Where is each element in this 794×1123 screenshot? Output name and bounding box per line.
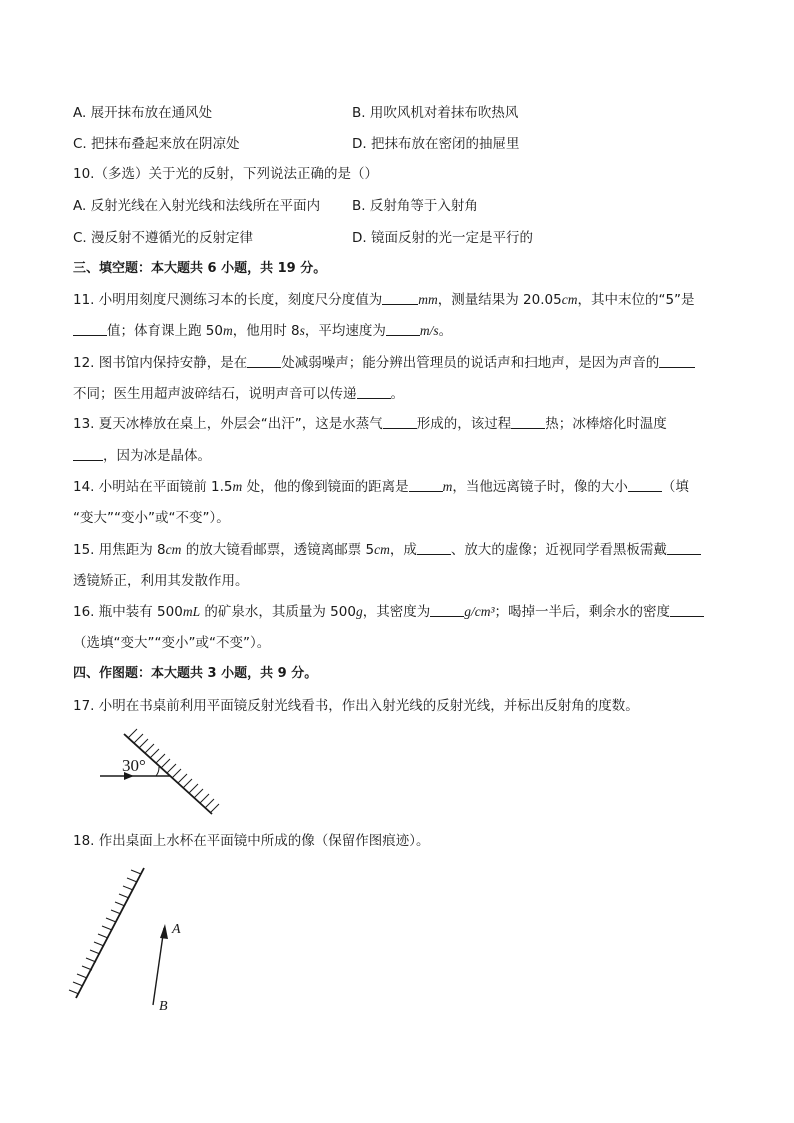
q14-line-1 — [73, 478, 689, 496]
q11-text: ，他用时 8 — [232, 323, 300, 339]
q12-blank-1 — [247, 354, 281, 368]
q12-text: 处减弱噪声；能分辨出管理员的说话声和扫地声，是因为声音的 — [281, 355, 660, 371]
q11-blank-2 — [73, 322, 107, 336]
q13-line-1 — [73, 415, 667, 433]
q9-option-b: B. 用吹风机对着抹布吹热风 — [352, 105, 519, 121]
q10-option-a: A. 反射光线在入射光线和法线所在平面内 — [73, 198, 321, 214]
q11-unit-cm: cm — [561, 292, 578, 307]
q13-blank-3 — [73, 447, 103, 461]
q15-unit-cm: cm — [165, 542, 182, 557]
section-4-heading: 四、作图题：本大题共 3 小题，共 9 分。 — [73, 666, 318, 681]
q12-blank-2 — [659, 354, 695, 368]
q11-text: ，平均速度为 — [304, 323, 386, 339]
q15-text: 15. 用焦距为 8 — [73, 542, 166, 558]
q9-option-d: D. 把抹布放在密闭的抽屉里 — [352, 136, 520, 152]
q16-unit-density: g/cm³ — [464, 604, 495, 619]
q13-text: 热；冰棒熔化时温度 — [545, 416, 667, 432]
q16-blank-1 — [430, 603, 464, 617]
q10-option-c: C. 漫反射不遵循光的反射定律 — [73, 230, 254, 246]
q10-option-d: D. 镜面反射的光一定是平行的 — [352, 230, 533, 246]
q16-line-1 — [73, 603, 704, 621]
q14-line-2: “变大”“变小”或“不变”）。 — [73, 510, 230, 526]
q16-unit-g: g — [355, 604, 363, 619]
q14-blank-2 — [628, 478, 662, 492]
mirror-hatching — [69, 870, 141, 994]
q13-text: 形成的，该过程 — [416, 416, 512, 432]
q11-text: ，测量结果为 20.05 — [437, 292, 562, 308]
q13-line-2 — [73, 447, 211, 465]
q13-blank-1 — [383, 415, 417, 429]
q14-unit-m: m — [442, 479, 453, 494]
object-arrow — [153, 928, 164, 1005]
q15-text: 的放大镜看邮票，透镜离邮票 5 — [181, 542, 375, 558]
angle-arc — [156, 767, 159, 776]
q12-line-2 — [73, 385, 404, 403]
angle-label: 30° — [122, 756, 146, 775]
point-b-label: B — [159, 999, 168, 1014]
q17-mirror-diagram — [90, 722, 230, 822]
q11-line-2 — [73, 322, 452, 340]
q16-text: ；喝掉一半后，剩余水的密度 — [494, 604, 670, 620]
q16-text: ，其密度为 — [362, 604, 431, 620]
q14-text: 处，他的像到镜面的距离是 — [242, 479, 409, 495]
q11-text: 值；体育课上跑 50 — [107, 323, 223, 339]
q14-blank-1 — [409, 478, 443, 492]
q9-option-c: C. 把抹布叠起来放在阴凉处 — [73, 136, 240, 152]
q11-unit-mm: mm — [418, 292, 438, 307]
q12-line-1 — [73, 354, 695, 372]
q16-text: 16. 瓶中装有 500 — [73, 604, 183, 620]
q18-mirror-diagram — [64, 862, 204, 1022]
q15-text: ，成 — [389, 542, 417, 558]
q12-blank-3 — [357, 385, 391, 399]
q16-unit-ml: mL — [182, 604, 201, 619]
q18-stem: 18. 作出桌面上水杯在平面镜中所成的像（保留作图痕迹）。 — [73, 833, 430, 849]
section-3-heading: 三、填空题：本大题共 6 小题，共 19 分。 — [73, 261, 327, 276]
q14-text: ，当他远离镜子时，像的大小 — [452, 479, 628, 495]
q14-text: 14. 小明站在平面镜前 1.5 — [73, 479, 233, 495]
point-a-label: A — [172, 922, 181, 937]
q14-unit-m: m — [232, 479, 243, 494]
q11-text: ，其中末位的“5”是 — [577, 292, 695, 308]
q15-unit-cm: cm — [374, 542, 390, 557]
q13-text: 13. 夏天冰棒放在桌上，外层会“出汗”，这是水蒸气 — [73, 416, 383, 432]
q11-blank-3 — [386, 322, 420, 336]
q11-text: 11. 小明用刻度尺测练习本的长度，刻度尺分度值为 — [73, 292, 383, 308]
q15-text: 、放大的虚像；近视同学看黑板需戴 — [450, 542, 667, 558]
q10-stem: 10.（多选）关于光的反射，下列说法正确的是（） — [73, 166, 378, 182]
q11-unit-s: s — [299, 323, 305, 338]
q14-text: （填 — [661, 479, 689, 495]
q15-blank-1 — [417, 541, 451, 555]
q13-text: ，因为冰是晶体。 — [103, 448, 211, 464]
q16-line-2: （选填“变大”“变小”或“不变”）。 — [73, 635, 271, 651]
q12-text: 。 — [390, 386, 404, 402]
mirror-surface — [76, 868, 144, 998]
q16-blank-2 — [670, 603, 704, 617]
q11-unit-m: m — [222, 323, 233, 338]
q13-blank-2 — [511, 415, 545, 429]
q11-text: 。 — [438, 323, 453, 339]
q9-option-a: A. 展开抹布放在通风处 — [73, 105, 213, 121]
object-arrowhead — [160, 924, 168, 939]
q11-blank-1 — [382, 291, 418, 305]
q17-stem: 17. 小明在书桌前利用平面镜反射光线看书，作出入射光线的反射光线，并标出反射角的度数。 — [73, 698, 639, 714]
q10-option-b: B. 反射角等于入射角 — [352, 198, 478, 214]
q11-line-1 — [73, 291, 695, 309]
q15-line-2: 透镜矫正，利用其发散作用。 — [73, 573, 249, 589]
q16-text: 的矿泉水，其质量为 500 — [200, 604, 356, 620]
q11-unit-ms: m/s — [419, 323, 439, 338]
q15-blank-2 — [667, 541, 701, 555]
q12-text: 不同；医生用超声波碎结石，说明声音可以传递 — [73, 386, 357, 402]
q15-line-1 — [73, 541, 701, 559]
q12-text: 12. 图书馆内保持安静，是在 — [73, 355, 248, 371]
